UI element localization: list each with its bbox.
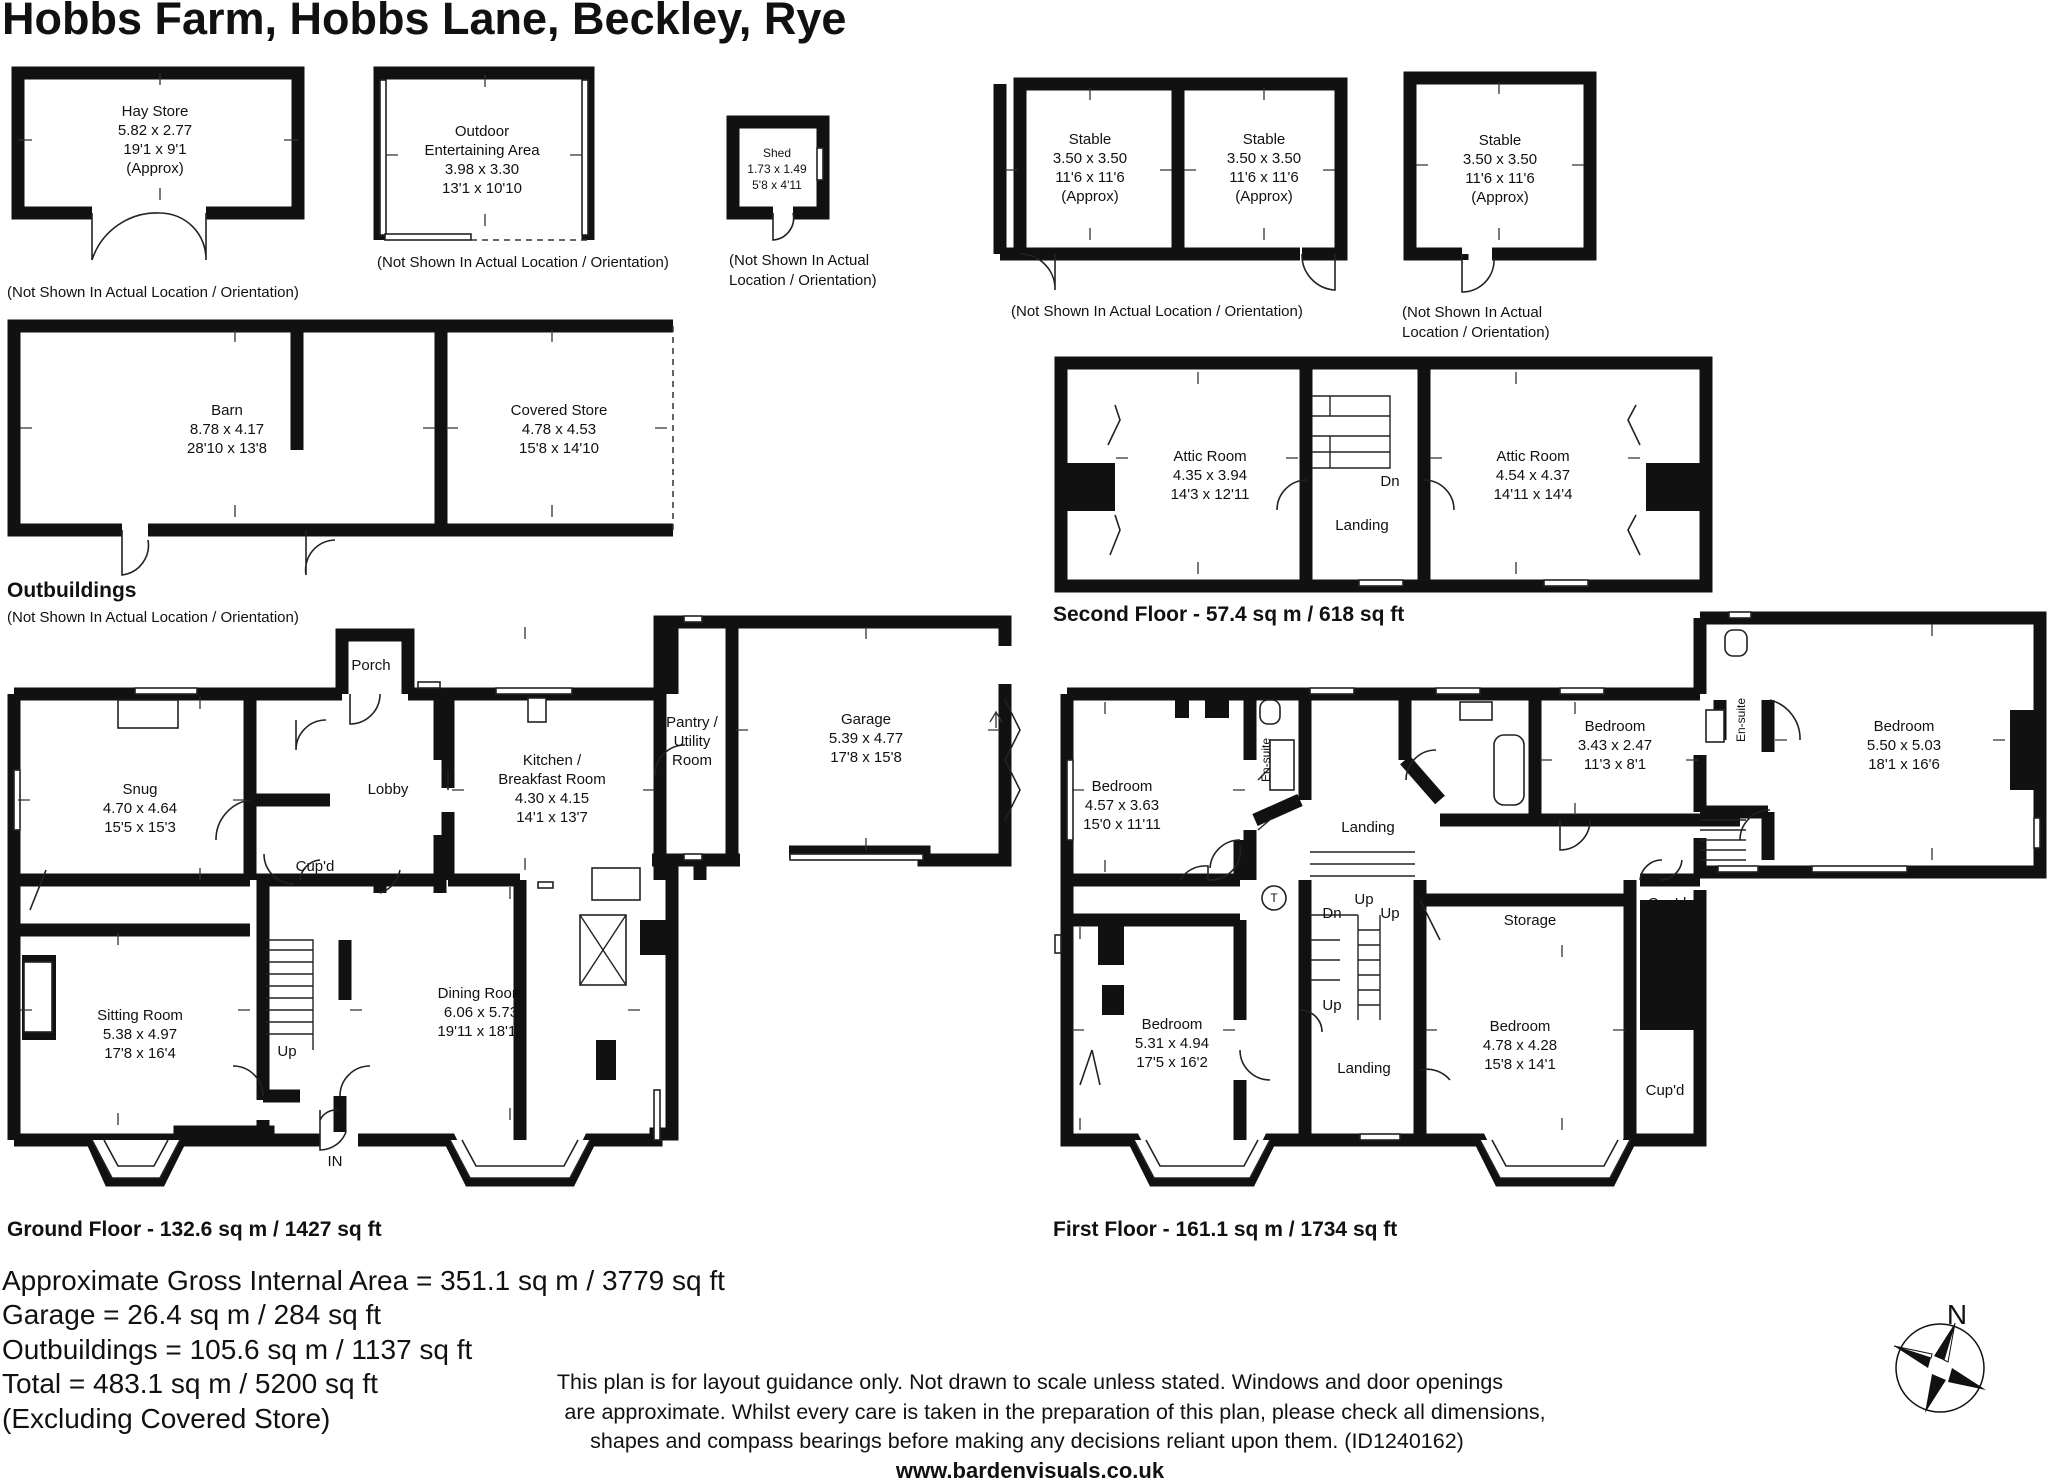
garage-metric: 5.39 x 4.77 [828,730,904,747]
ground-floor-label: Ground Floor - 132.6 sq m / 1427 sq ft [7,1218,382,1241]
stable-c-note-2: Location / Orientation) [1402,324,1550,341]
stable-b-metric: 3.50 x 3.50 [1226,150,1302,167]
stable-b-approx: (Approx) [1235,188,1293,205]
ff-bed5-name: Bedroom [1489,1018,1551,1035]
area-total: Total = 483.1 sq m / 5200 sq ft [2,1368,378,1399]
covered-store-name: Covered Store [510,402,608,419]
hay-store-name: Hay Store [121,103,189,120]
ff-bed1-name: Bedroom [1091,778,1153,795]
stable-a-imperial: 11'6 x 11'6 [1055,169,1125,186]
ground-floor-plan [14,616,1020,1180]
garage-name: Garage [840,711,892,728]
ff-up-1: Up [1354,891,1374,908]
kitchen-imperial: 14'1 x 13'7 [516,809,588,826]
disclaimer-line-1: This plan is for layout guidance only. Not drawn to scale unless stated. Windows and door openings [556,1370,1504,1394]
pantry-l3: Room [671,752,713,769]
ff-landing-1: Landing [1341,819,1395,836]
ff-cupd-1: Cup'd [1647,895,1687,912]
stables-pair [1000,84,1341,290]
shed-name: Shed [762,146,792,160]
outdoor-entertaining-area [380,73,588,240]
porch-label: Porch [351,657,391,674]
garage-imperial: 17'8 x 15'8 [830,749,902,766]
area-excluding: (Excluding Covered Store) [2,1403,331,1434]
snug-imperial: 15'5 x 15'3 [104,819,176,836]
stable-a-approx: (Approx) [1061,188,1119,205]
lobby-label: Lobby [367,781,409,798]
barn-imperial: 28'10 x 13'8 [187,440,267,457]
ff-ensuite-2: En-suite [1734,697,1748,743]
second-floor-label: Second Floor - 57.4 sq m / 618 sq ft [1053,603,1405,626]
area-garage: Garage = 26.4 sq m / 284 sq ft [2,1299,381,1330]
outbuildings-note: (Not Shown In Actual Location / Orientation) [7,609,299,626]
barn-metric: 8.78 x 4.17 [189,421,265,438]
stable-c [1410,78,1590,292]
disclaimer-line-3: shapes and compass bearings before making any decisions reliant upon them. (ID1240162) [590,1429,1464,1453]
ff-bed1-imperial: 15'0 x 11'11 [1083,816,1161,833]
stable-b-name: Stable [1242,131,1286,148]
attic2-name: Attic Room [1496,448,1570,465]
ff-bed5-metric: 4.78 x 4.28 [1482,1037,1558,1054]
ff-bed2-imperial: 11'3 x 8'1 [1583,756,1647,773]
hay-store-approx: (Approx) [126,160,184,177]
ff-bed5-imperial: 15'8 x 14'1 [1484,1056,1556,1073]
entertaining-metric: 3.98 x 3.30 [444,161,520,178]
shed-note-2: Location / Orientation) [729,272,877,289]
ff-bed2-metric: 3.43 x 2.47 [1577,737,1653,754]
shed-note-1: (Not Shown In Actual [729,252,870,269]
ff-t: T [1270,891,1278,905]
ff-up-2: Up [1380,905,1400,922]
outbuildings-heading: Outbuildings [7,579,137,602]
ff-up-3: Up [1322,997,1342,1014]
disclaimer-line-2: are approximate. Whilst every care is taken in the preparation of this plan, please check all dimensions, [564,1400,1546,1424]
stable-a-name: Stable [1068,131,1112,148]
barn-covered-store [14,326,673,575]
kitchen-metric: 4.30 x 4.15 [514,790,590,807]
first-floor-label: First Floor - 161.1 sq m / 1734 sq ft [1053,1218,1398,1241]
ff-ensuite-1: En-suite [1259,737,1273,783]
stable-c-name: Stable [1478,132,1522,149]
first-floor-plan [1055,612,2040,1180]
kitchen-name1: Kitchen / [522,752,582,769]
gf-cupd: Cup'd [295,858,335,875]
website-link[interactable]: www.bardenvisuals.co.uk [895,1458,1165,1479]
stable-c-imperial: 11'6 x 11'6 [1465,170,1535,187]
ff-dn: Dn [1322,905,1342,922]
dining-metric: 6.06 x 5.73 [443,1004,519,1021]
ff-bed4-imperial: 17'5 x 16'2 [1136,1054,1208,1071]
ff-bed2-name: Bedroom [1584,718,1646,735]
compass-rose-icon [1894,1323,1986,1413]
sitting-imperial: 17'8 x 16'4 [104,1045,176,1062]
hay-store-imperial: 19'1 x 9'1 [123,141,187,158]
attic1-name: Attic Room [1173,448,1247,465]
entertaining-note: (Not Shown In Actual Location / Orientation) [377,254,669,271]
stables-note: (Not Shown In Actual Location / Orientation) [1011,303,1303,320]
attic1-imperial: 14'3 x 12'11 [1170,486,1250,503]
hay-store-note: (Not Shown In Actual Location / Orientation) [7,284,299,301]
snug-name: Snug [122,781,158,798]
snug-metric: 4.70 x 4.64 [102,800,178,817]
shed-metric: 1.73 x 1.49 [747,162,807,176]
sitting-metric: 5.38 x 4.97 [102,1026,178,1043]
pantry-l1: Pantry / [666,714,718,731]
area-gross: Approximate Gross Internal Area = 351.1 sq m / 3779 sq ft [2,1265,725,1296]
dining-name: Dining Room [437,985,525,1002]
area-outbuildings: Outbuildings = 105.6 sq m / 1137 sq ft [2,1334,473,1365]
entertaining-imperial: 13'1 x 10'10 [442,180,522,197]
entertaining-name1: Outdoor [454,123,510,140]
ff-bed4-name: Bedroom [1141,1016,1203,1033]
ff-landing-2: Landing [1337,1060,1391,1077]
page-title: Hobbs Farm, Hobbs Lane, Beckley, Rye [2,0,847,44]
ff-bed4-metric: 5.31 x 4.94 [1134,1035,1210,1052]
barn-name: Barn [211,402,243,419]
kitchen-name2: Breakfast Room [498,771,606,788]
ff-bed3-imperial: 18'1 x 16'6 [1868,756,1940,773]
covered-store-metric: 4.78 x 4.53 [521,421,597,438]
stable-c-approx: (Approx) [1471,189,1529,206]
ff-cupd-2: Cup'd [1645,1082,1685,1099]
entertaining-name2: Entertaining Area [424,142,540,159]
stable-c-metric: 3.50 x 3.50 [1462,151,1538,168]
pantry-l2: Utility [673,733,711,750]
stable-a-metric: 3.50 x 3.50 [1052,150,1128,167]
ff-bed3-metric: 5.50 x 5.03 [1866,737,1942,754]
gf-up: Up [277,1043,297,1060]
attic2-metric: 4.54 x 4.37 [1495,467,1571,484]
covered-store-imperial: 15'8 x 14'10 [519,440,599,457]
ff-bed3-name: Bedroom [1873,718,1935,735]
second-floor-plan [1061,363,1706,586]
attic1-metric: 4.35 x 3.94 [1172,467,1248,484]
ff-storage: Storage [1503,912,1557,929]
shed-imperial: 5'8 x 4'11 [752,178,802,192]
stable-c-note-1: (Not Shown In Actual [1402,304,1543,321]
attic2-imperial: 14'11 x 14'4 [1493,486,1573,503]
gf-in: IN [327,1153,343,1170]
shed [733,122,823,240]
compass-north-label: N [1946,1299,1968,1330]
sitting-name: Sitting Room [97,1007,183,1024]
hay-store-metric: 5.82 x 2.77 [117,122,193,139]
dining-imperial: 19'11 x 18'10 [437,1023,525,1040]
sf-landing: Landing [1335,517,1389,534]
ff-bed1-metric: 4.57 x 3.63 [1084,797,1160,814]
hay-store [18,73,298,260]
sf-dn: Dn [1380,473,1400,490]
stable-b-imperial: 11'6 x 11'6 [1229,169,1299,186]
